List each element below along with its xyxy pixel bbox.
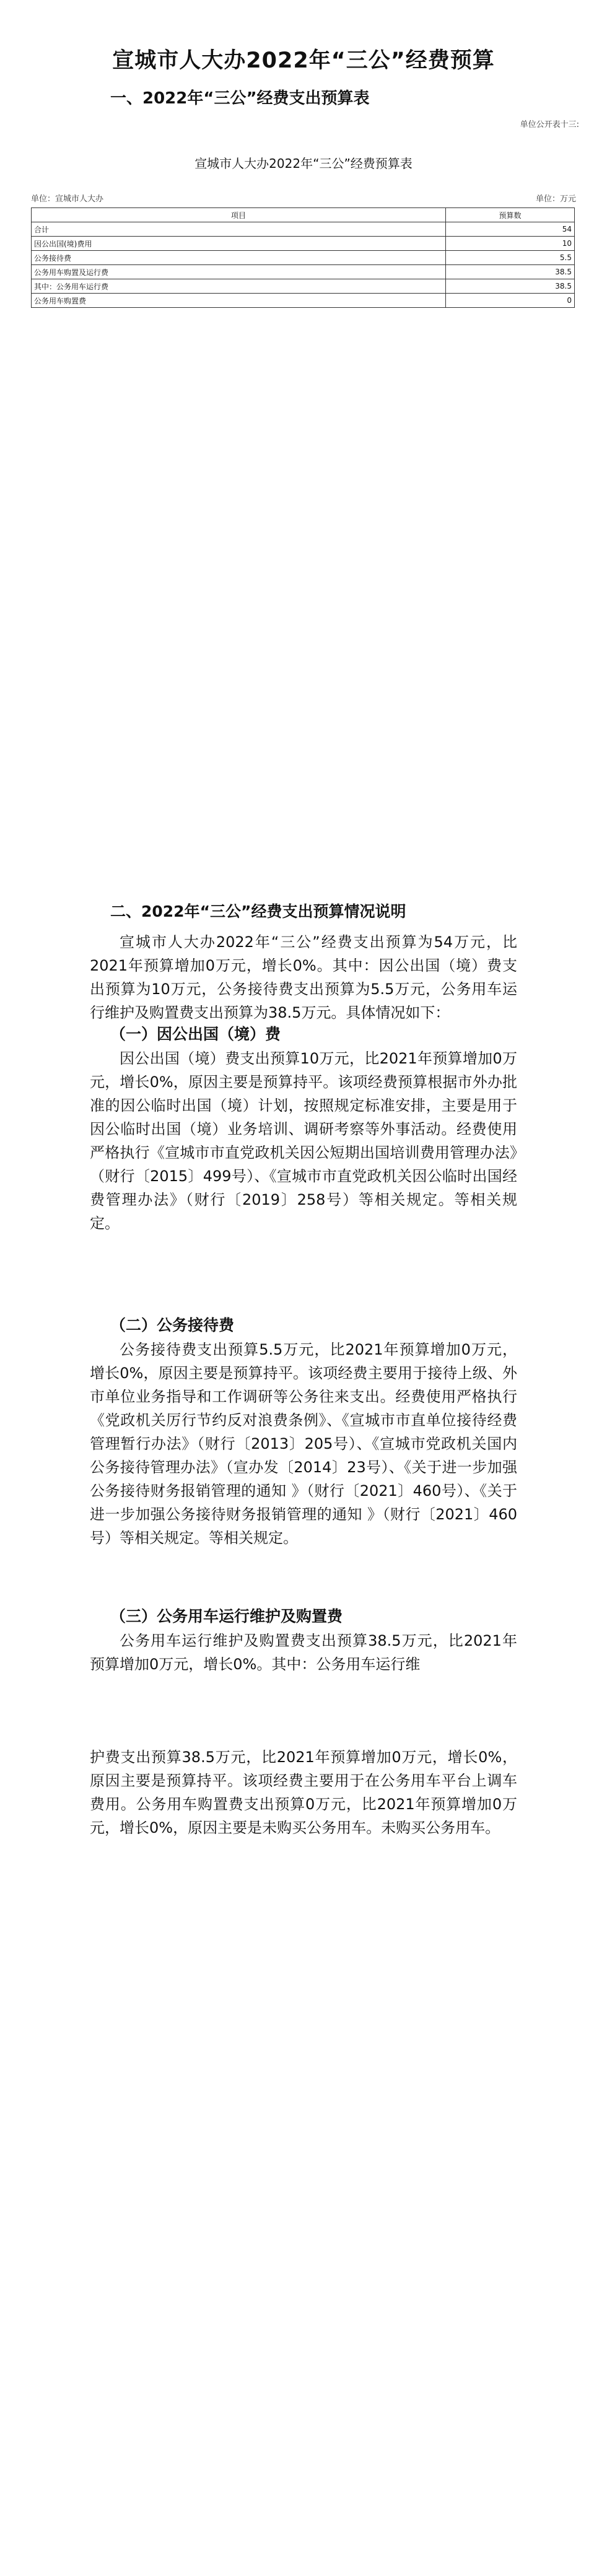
subsection-vehicle-title: （三）公务用车运行维护及购置费 (110, 1607, 343, 1625)
subsection-travel-title: （一）因公出国（境）费 (110, 1025, 281, 1043)
row-value: 10 (446, 237, 575, 251)
column-header-item: 项目 (32, 208, 446, 222)
table-row (32, 251, 575, 265)
subsection-travel-text: 因公出国（境）费支出预算10万元，比2021年预算增加0万元，增长0%，原因主要是预算持平。该项经费预算根据市外办批准的因公临时出国（境）计划，按照规定标准安排，主要是用于因公临时出国（境）业务培训、调研考察等外事活动。经费使用严格执行《宣城市市直党政机关因公短期出国培训费用管理办法》（财行〔2015〕499号）、《宣城市市直党政机关因公临时出国经费管理办法》（财行〔2019〕258号）等相关规定。等相关规定。 (90, 1050, 517, 1232)
row-name: 公务用车购置及运行费 (32, 265, 446, 279)
row-value: 54 (446, 222, 575, 237)
table-row (32, 237, 575, 251)
intro-paragraph: 宣城市人大办2022年“三公”经费支出预算为54万元，比2021年预算增加0万元，增长0%。其中：因公出国（境）费支出预算为10万元，公务接待费支出预算为5.5万元，公务用车运行维护及购置费支出预算为38.5万元。具体情况如下： (90, 933, 517, 1021)
row-name: 公务接待费 (32, 251, 446, 265)
table-title: 宣城市人大办2022年“三公”经费预算表 (194, 156, 413, 171)
row-name: 因公出国(境)费用 (32, 237, 446, 251)
row-name: 其中：公务用车运行费 (32, 279, 446, 294)
unit-organization: 单位：宣城市人大办 (31, 194, 104, 204)
table-row (32, 279, 575, 294)
row-value: 38.5 (446, 265, 575, 279)
row-value: 38.5 (446, 279, 575, 294)
section1-heading: 一、2022年“三公”经费支出预算表 (110, 89, 370, 108)
form-number: 单位公开表十三: (520, 120, 579, 129)
table-row (32, 265, 575, 279)
table-header-row (32, 208, 575, 222)
subsection-reception-title: （二）公务接待费 (110, 1316, 235, 1334)
row-name: 公务用车购置费 (32, 294, 446, 308)
row-value: 0 (446, 294, 575, 308)
row-value: 5.5 (446, 251, 575, 265)
column-header-amount: 预算数 (446, 208, 575, 222)
unit-currency: 单位：万元 (535, 194, 576, 204)
subsection-vehicle-text-part1: 公务用车运行维护及购置费支出预算38.5万元，比2021年预算增加0万元，增长0%。其中：公务用车运行维 (90, 1632, 517, 1673)
table-row (32, 222, 575, 237)
table-row (32, 294, 575, 308)
row-name: 合计 (32, 222, 446, 237)
subsection-reception-text: 公务接待费支出预算5.5万元，比2021年预算增加0万元，增长0%，原因主要是预算持平。该项经费主要用于接待上级、外市单位业务指导和工作调研等公务往来支出。经费使用严格执行《党政机关厉行节约反对浪费条例》、《宣城市市直单位接待经费管理暂行办法》（财行〔2013〕205号）、《宣城市党政机关国内公务接待管理办法》（宣办发〔2014〕23号）、《关于进一步加强公务接待财务报销管理的通知 》（财行〔2021〕460号）、《关于进一步加强公务接待财务报销管理的通知 》（财行〔2021〕460号）等相关规定。等相关规定。 (90, 1341, 517, 1547)
subsection-vehicle-text-part2: 护费支出预算38.5万元，比2021年预算增加0万元，增长0%，原因主要是预算持平。该项经费主要用于在公务用车平台上调车费用。公务用车购置费支出预算0万元，比2021年预算增加0万元，增长0%，原因主要是未购买公务用车。未购买公务用车。 (90, 1749, 517, 1836)
section2-heading: 二、2022年“三公”经费支出预算情况说明 (110, 902, 406, 920)
page-title: 宣城市人大办2022年“三公”经费预算 (112, 48, 495, 73)
budget-table (31, 207, 575, 308)
